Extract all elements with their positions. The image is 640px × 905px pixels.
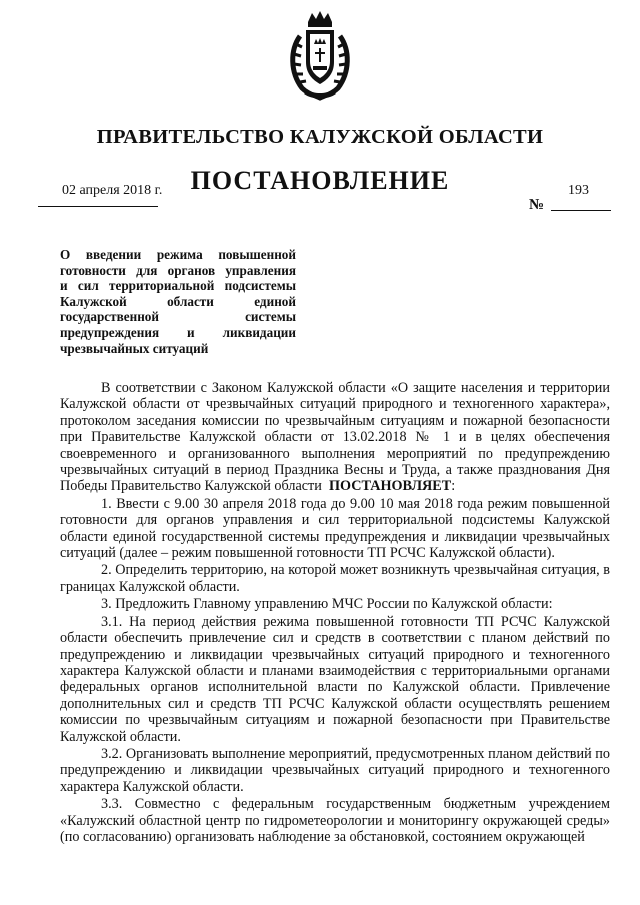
coat-of-arms-icon bbox=[286, 10, 354, 102]
government-name: ПРАВИТЕЛЬСТВО КАЛУЖСКОЙ ОБЛАСТИ bbox=[96, 126, 544, 148]
paragraph-item: 3. Предложить Главному управлению МЧС России по Калужской области: bbox=[101, 596, 553, 613]
preamble-paragraph bbox=[60, 380, 610, 495]
paragraph-item: 3.3. Совместно с федеральным государственным бюджетным учреждением «Калужский областной центр по гидрометеорологии и мониторингу окружающей среды» (по согласованию) организовать наблюдение за обстановкой, состоянием окружающей bbox=[60, 796, 610, 845]
document-type: ПОСТАНОВЛЕНИЕ bbox=[190, 166, 450, 195]
title-line: государственной системы bbox=[60, 309, 296, 325]
preamble-text: В соответствии с Законом Калужской области «О защите населения и территории Калужской области от чрезвычайных ситуаций природного и техногенного характера», протоколом заседания комиссии по чрезвычайным ситуациям и пожарной безопасности при Правительстве Калужской области от 13.02.2018 № 1 и в целях обеспечения своевременного и организованного выполнения мероприятий по предупреждению чрезвычайных ситуаций в период Праздника Весны и Труда, а также празднования Дня Победы Правительство Калужской области bbox=[60, 380, 610, 495]
paragraph-item: 2. Определить территорию, на которой может возникнуть чрезвычайная ситуация, в границах Калужской области. bbox=[60, 562, 610, 595]
number-underline bbox=[551, 210, 611, 211]
title-line: предупреждения и ликвидации bbox=[60, 324, 296, 340]
resolves-colon: : bbox=[451, 478, 456, 495]
number-sign: № bbox=[529, 197, 545, 213]
document-number: 193 bbox=[568, 183, 589, 198]
paragraph-item: 3.1. На период действия режима повышенной готовности ТП РСЧС Калужской области обеспечить привлечение сил и средств в соответствии с планом действий по предупреждению и ликвидации чрезвычайных ситуаций природного и техногенного характера Калужской области и планами взаимодействия с территориальными органами федеральных органов исполнительной власти по Калужской области. Привлечение дополнительных сил и средств ТП РСЧС Калужской области осуществлять решением комиссии по чрезвычайным ситуациям и пожарной безопасности при Правительстве Калужской области. bbox=[60, 613, 610, 745]
paragraph-item: 1. Ввести с 9.00 30 апреля 2018 года до 9.00 10 мая 2018 года режим повышенной готовности для органов управления и сил территориальной подсистемы Калужской области единой государственной системы предупреждения и ликвидации чрезвычайных ситуаций (далее – режим повышенной готовности ТП РСЧС Калужской области). bbox=[60, 495, 610, 562]
resolution-title bbox=[60, 247, 296, 356]
resolution-body bbox=[60, 380, 610, 845]
paragraph-item: 3.2. Организовать выполнение мероприятий, предусмотренных планом действий по предупреждению и ликвидации чрезвычайных ситуаций природного и техногенного характера Калужской области. bbox=[60, 745, 610, 795]
title-line: Калужской области единой bbox=[60, 293, 296, 309]
title-line: готовности для органов управления bbox=[60, 262, 296, 278]
title-line: чрезвычайных ситуаций bbox=[60, 340, 209, 356]
title-line: и сил территориальной подсистемы bbox=[60, 278, 296, 294]
title-line: О введении режима повышенной bbox=[60, 247, 296, 262]
resolves-keyword: ПОСТАНОВЛЯЕТ bbox=[328, 478, 452, 495]
date-underline bbox=[38, 206, 158, 207]
document-date: 02 апреля 2018 г. bbox=[62, 183, 163, 198]
